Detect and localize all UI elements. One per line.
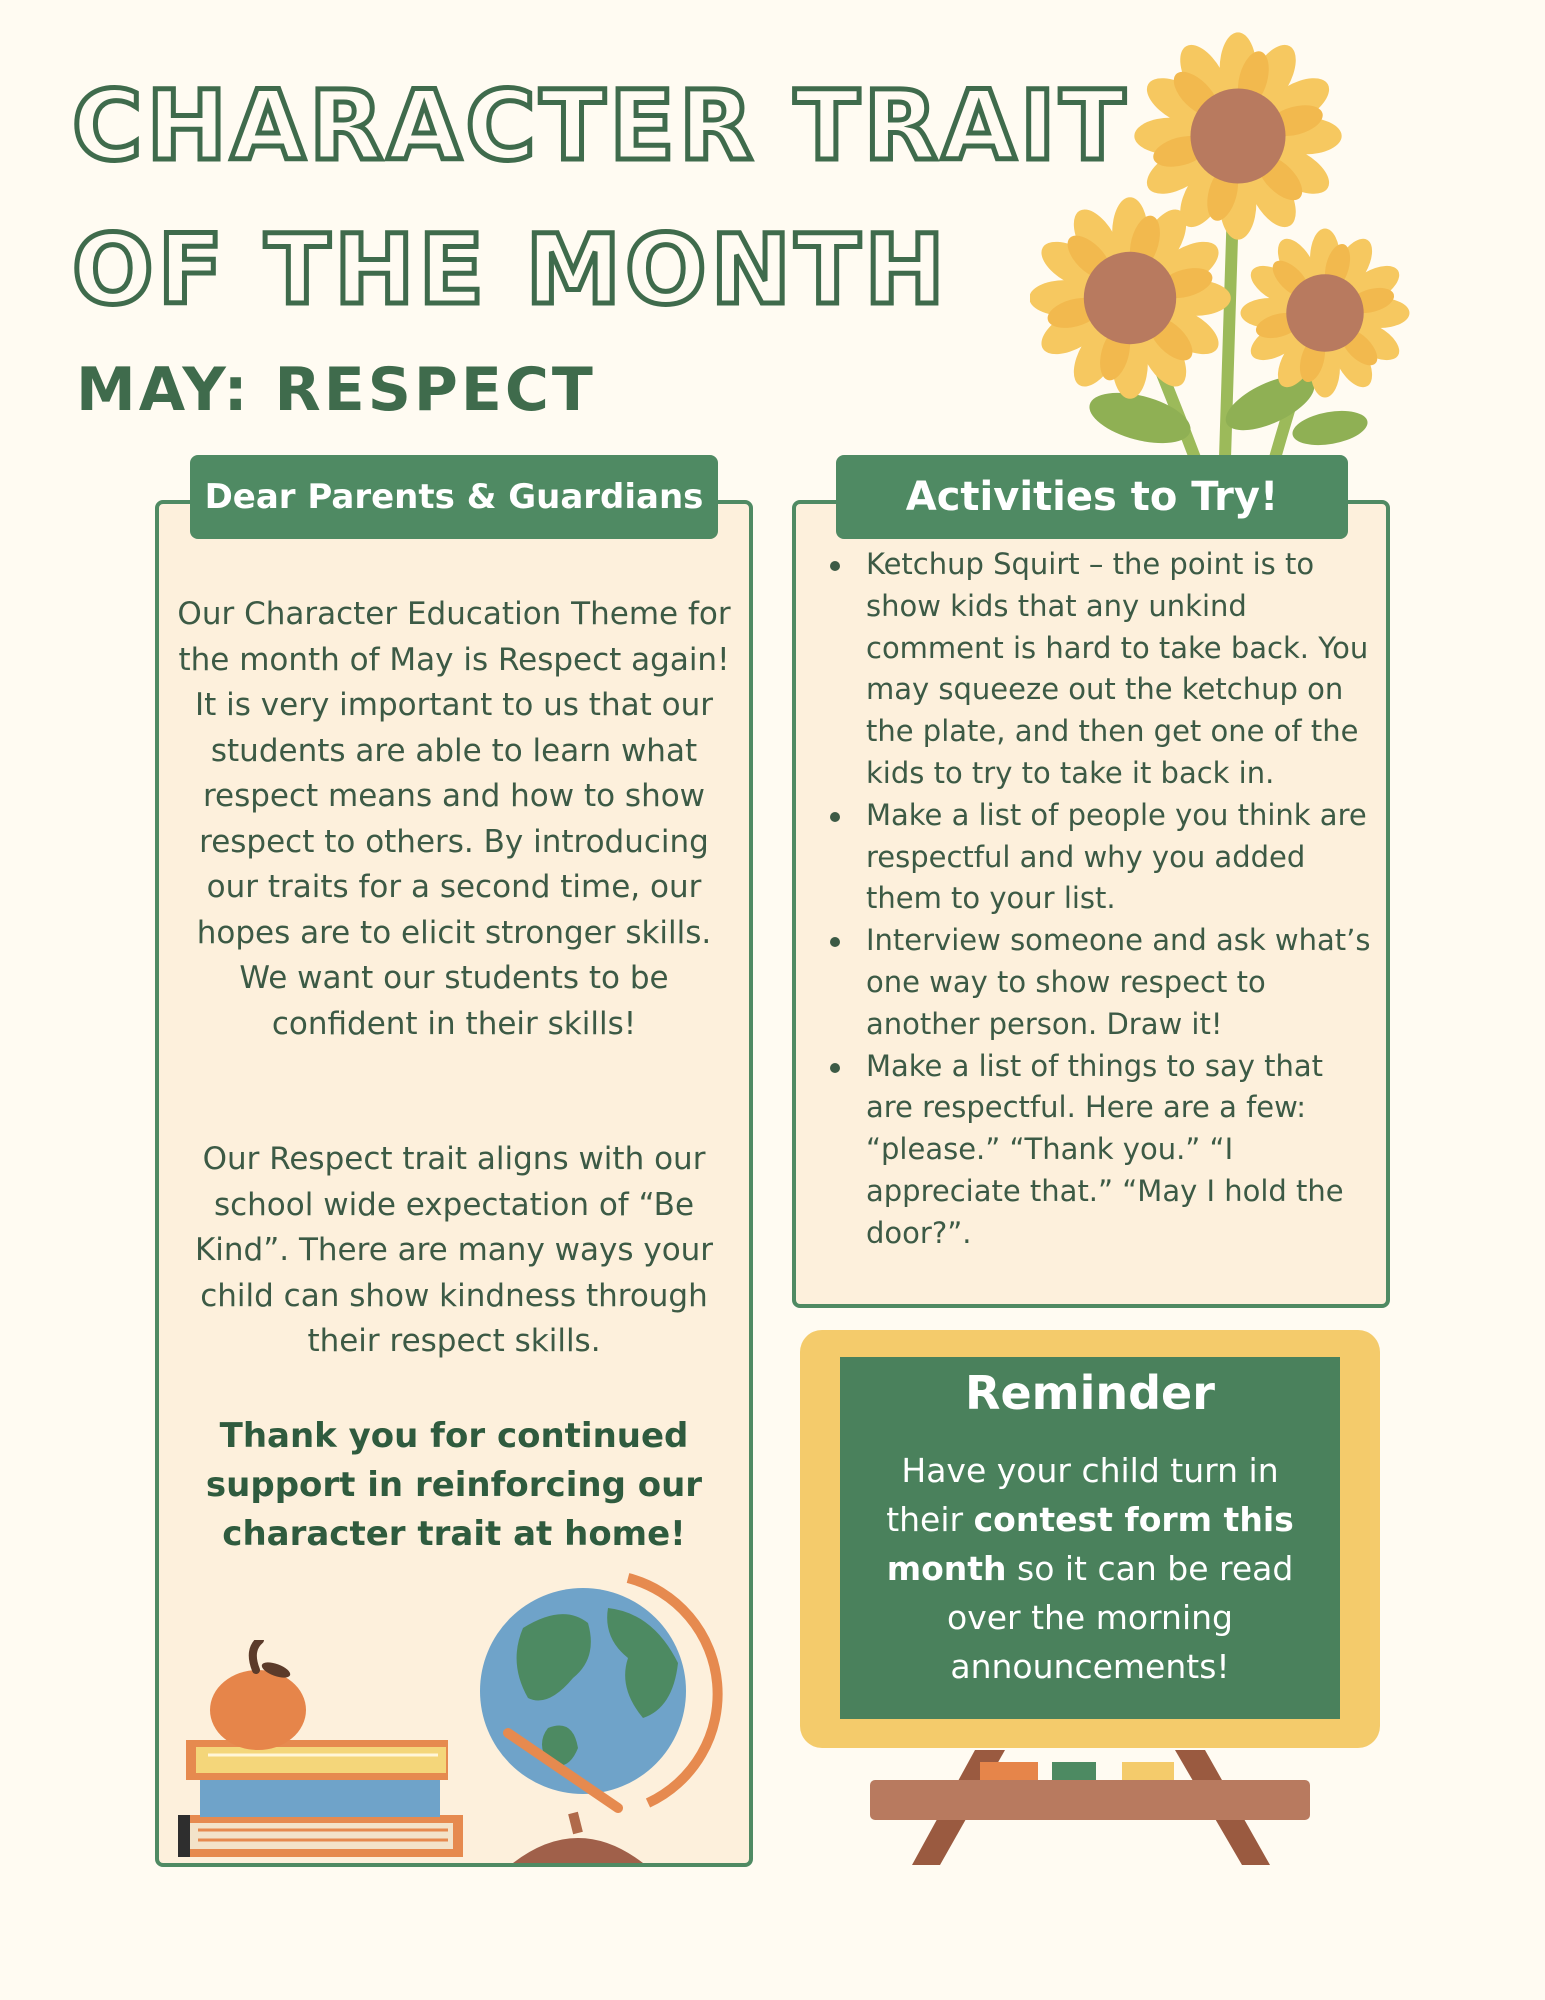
bullet-icon [830,561,840,571]
letter-paragraph-1: Our Character Education Theme for the month of May is Respect again! It is very important to us that our students are able to learn what respect means and how to show respect to others. By introducing our traits for a second time, our hopes are to elicit stronger skills. We want our students to be confident in their skills! [177,596,731,1042]
sunflowers-illustration [1030,28,1410,458]
parents-letter-heading: Dear Parents & Guardians [190,455,718,539]
activities-list [816,544,1376,1255]
activity-text: Make a list of people you think are respectful and why you added them to your list. [866,797,1367,916]
bullet-icon [830,1063,840,1073]
activity-text: Interview someone and ask what’s one way to show respect to another person. Draw it! [866,923,1371,1041]
activity-item [816,795,1376,920]
page-title-line-2: OF THE MONTH [72,214,949,326]
letter-paragraph-2: Our Respect trait aligns with our school wide expectation of “Be Kind”. There are many ways your child can show kindness through their respect skills. [194,1141,714,1359]
activity-item [816,544,1376,795]
activity-text: Ketchup Squirt – the point is to show kids that any unkind comment is hard to take back. You may squeeze out the ketchup on the plate, and then get one of the kids to try to take it back in. [866,547,1369,790]
reminder-title: Reminder [965,1366,1215,1420]
globe-illustration [478,1568,728,1863]
activity-item [816,920,1376,1045]
activity-item [816,1046,1376,1255]
page-title-line-1: CHARACTER TRAIT [72,70,1130,182]
bullet-icon [830,937,840,947]
month-theme-heading: MAY: RESPECT [76,355,596,425]
bullet-icon [830,812,840,822]
activity-text: Make a list of things to say that are respectful. Here are a few: “please.” “Thank you.” “I appreciate that.” “May I hold the door?”. [866,1048,1344,1250]
reminder-text: Have your child turn in their contest form this month so it can be read over the morning announcements! [886,1451,1294,1686]
books-apple-illustration [178,1640,478,1860]
letter-thank-you: Thank you for continued support in reinforcing our character trait at home! [205,1416,703,1554]
activities-heading: Activities to Try! [836,455,1348,539]
